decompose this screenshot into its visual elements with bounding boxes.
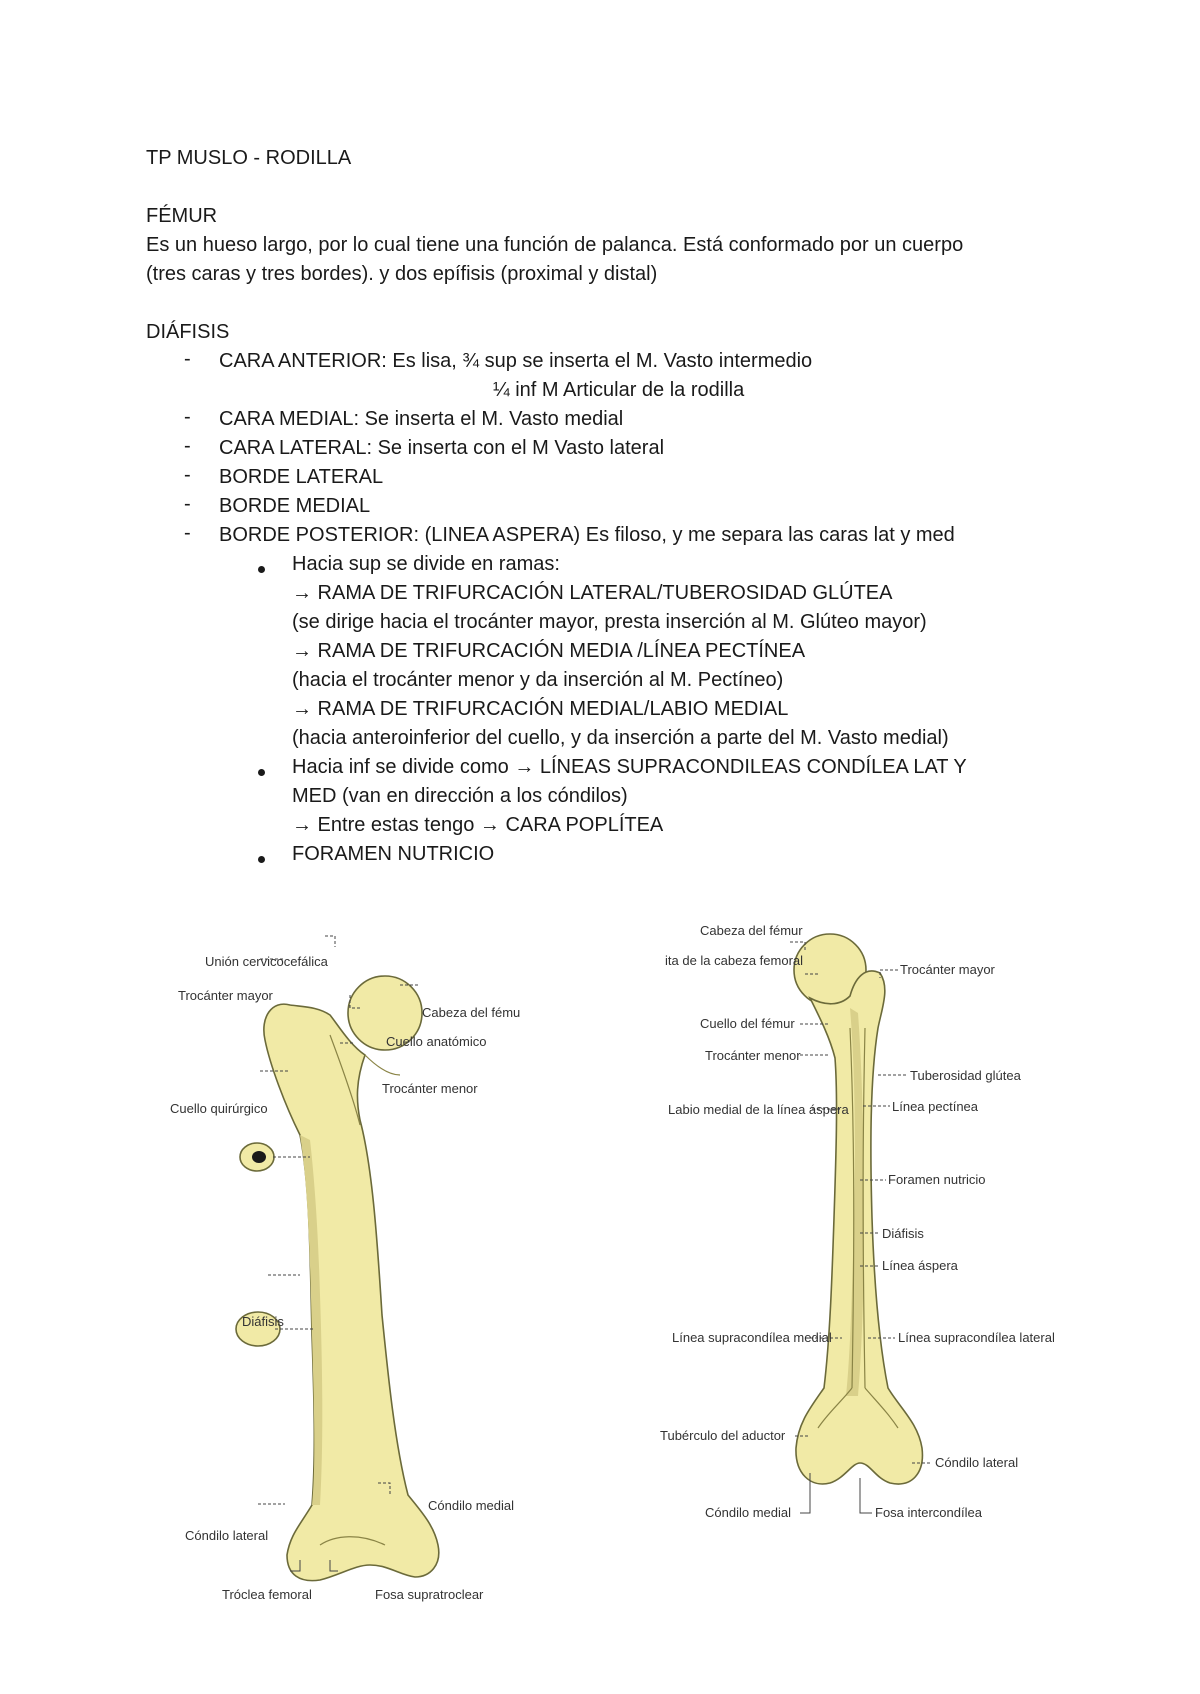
bullet-icon <box>258 566 265 573</box>
label-labio-medial-linea-aspera: Labio medial de la línea áspera <box>668 1102 849 1117</box>
sub-line-rama-lateral: → RAMA DE TRIFURCACIÓN LATERAL/TUBEROSIDAD GLÚTEA <box>292 582 893 604</box>
label-linea-pectinea: Línea pectínea <box>892 1099 979 1114</box>
leader-line <box>860 1478 872 1513</box>
sub-line-rama-lateral-desc: (se dirige hacia el trocánter mayor, presta inserción al M. Glúteo mayor) <box>292 611 927 633</box>
label-tuberosidad-glutea: Tuberosidad glútea <box>910 1068 1021 1083</box>
list-item-borde-posterior: BORDE POSTERIOR: (LINEA ASPERA) Es filoso, y me separa las caras lat y med <box>219 524 955 546</box>
sub-line-rama-media-desc: (hacia el trocánter menor y da inserción al M. Pectíneo) <box>292 669 784 691</box>
label-trocanter-mayor: Trocánter mayor <box>178 988 273 1003</box>
list-item-borde-medial: BORDE MEDIAL <box>219 495 371 517</box>
label-fosa-supratroclear: Fosa supratroclear <box>375 1587 484 1602</box>
sub-line-rama-medial: → RAMA DE TRIFURCACIÓN MEDIAL/LABIO MEDIAL <box>292 698 789 720</box>
label-condilo-medial: Cóndilo medial <box>428 1498 514 1513</box>
list-dash: - <box>184 348 191 370</box>
sub-item-hacia-inf: Hacia inf se divide como → LÍNEAS SUPRACONDILEAS CONDÍLEA LAT Y <box>292 756 967 778</box>
femur-posterior-figure <box>660 918 1080 1558</box>
label-cuello-del-femur: Cuello del fémur <box>700 1016 795 1031</box>
femur-intro-line-2: (tres caras y tres bordes). y dos epífisis (proximal y distal) <box>146 263 658 285</box>
diafisis-heading: DIÁFISIS <box>146 321 230 343</box>
label-linea-supracondilea-medial: Línea supracondílea medial <box>672 1330 832 1345</box>
label-diafisis: Diáfisis <box>242 1314 284 1329</box>
sub-item-hacia-sup: Hacia sup se divide en ramas: <box>292 553 560 575</box>
bullet-icon <box>258 769 265 776</box>
femur-posterior-illustration <box>660 918 1080 1558</box>
list-item-cara-anterior-cont: ¼ inf M Articular de la rodilla <box>493 379 745 401</box>
label-foramen-nutricio: Foramen nutricio <box>888 1172 986 1187</box>
list-dash: - <box>184 406 191 428</box>
label-trocanter-menor: Trocánter menor <box>382 1081 478 1096</box>
list-dash: - <box>184 493 191 515</box>
label-linea-supracondilea-lateral: Línea supracondílea lateral <box>898 1330 1055 1345</box>
sub-line-cara-poplitea: → Entre estas tengo → CARA POPLÍTEA <box>292 814 664 836</box>
label-diafisis: Diáfisis <box>882 1226 924 1241</box>
list-item-cara-anterior: CARA ANTERIOR: Es lisa, ¾ sup se inserta el M. Vasto intermedio <box>219 350 813 372</box>
leader-line <box>325 936 335 947</box>
label-fovea-cabeza-femoral: ita de la cabeza femoral <box>665 953 804 968</box>
label-cuello-quirurgico: Cuello quirúrgico <box>170 1101 268 1116</box>
list-item-borde-lateral: BORDE LATERAL <box>219 466 384 488</box>
list-item-cara-medial: CARA MEDIAL: Se inserta el M. Vasto medial <box>219 408 624 430</box>
femur-intro-line-1: Es un hueso largo, por lo cual tiene una función de palanca. Está conformado por un cuerpo <box>146 234 964 256</box>
sub-line-hacia-inf-cont: MED (van en dirección a los cóndilos) <box>292 785 628 807</box>
label-linea-aspera: Línea áspera <box>882 1258 958 1273</box>
document-title: TP MUSLO - RODILLA <box>146 147 352 169</box>
list-dash: - <box>184 435 191 457</box>
label-condilo-lateral: Cóndilo lateral <box>935 1455 1019 1470</box>
femur-anterior-figure <box>160 935 540 1625</box>
label-condilo-lateral: Cóndilo lateral <box>185 1528 269 1543</box>
label-trocanter-menor: Trocánter menor <box>705 1048 801 1063</box>
label-tuberculo-del-aductor: Tubérculo del aductor <box>660 1428 786 1443</box>
sub-line-rama-media: → RAMA DE TRIFURCACIÓN MEDIA /LÍNEA PECTÍNEA <box>292 640 806 662</box>
label-trocanter-mayor: Trocánter mayor <box>900 962 995 977</box>
label-cabeza-del-femur: Cabeza del fému <box>422 1005 521 1020</box>
label-union-cervicocefalica: Unión cervicocefálica <box>205 954 328 969</box>
sub-item-foramen-nutricio: FORAMEN NUTRICIO <box>292 843 495 865</box>
label-condilo-medial: Cóndilo medial <box>705 1505 791 1520</box>
femur-heading: FÉMUR <box>146 205 218 227</box>
neck-line <box>365 1055 400 1075</box>
label-troclea-femoral: Tróclea femoral <box>222 1587 312 1602</box>
list-item-cara-lateral: CARA LATERAL: Se inserta con el M Vasto lateral <box>219 437 665 459</box>
medullary-cavity <box>252 1151 266 1163</box>
bullet-icon <box>258 856 265 863</box>
label-cuello-anatomico: Cuello anatómico <box>386 1034 487 1049</box>
list-dash: - <box>184 464 191 486</box>
sub-line-rama-medial-desc: (hacia anteroinferior del cuello, y da inserción a parte del M. Vasto medial) <box>292 727 949 749</box>
label-cabeza-del-femur: Cabeza del fémur <box>700 923 803 938</box>
label-fosa-intercondilea: Fosa intercondílea <box>875 1505 982 1520</box>
femur-anterior-illustration <box>160 935 540 1625</box>
list-dash: - <box>184 522 191 544</box>
